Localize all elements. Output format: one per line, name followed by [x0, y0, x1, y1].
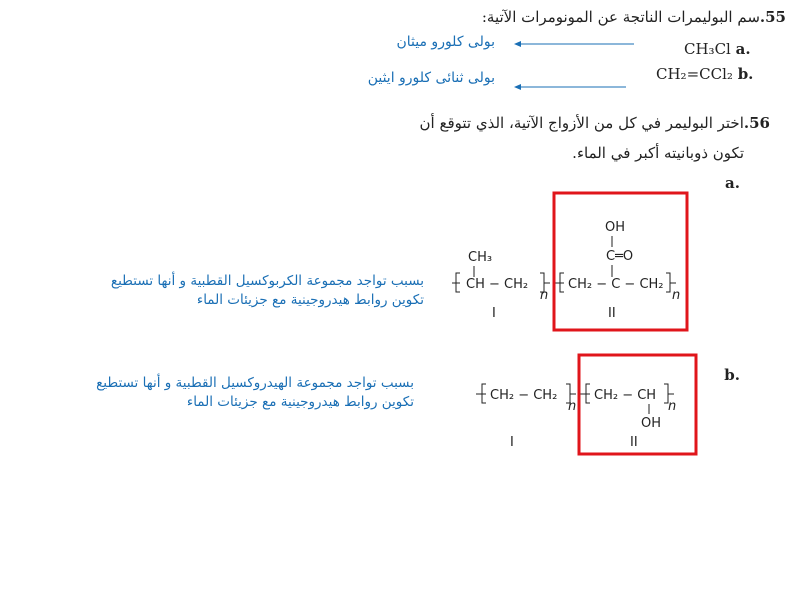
hydroxyl: OH — [605, 220, 626, 235]
arrow-icon — [514, 84, 626, 90]
part-a-answer-line1: بسبب تواجد مجموعة الكربوكسيل القطبية و أنها تستطيع — [110, 273, 424, 289]
part-b-answer-line2: تكوين روابط هيدروجينية مع جزيئات الماء — [186, 394, 414, 410]
part-b-answer-line1: بسبب تواجد مجموعة الهيدروكسيل القطبية و أنها تستطيع — [96, 375, 414, 391]
label-II: II — [630, 435, 638, 450]
polymer-a-2 — [554, 220, 680, 321]
arrow-icon — [514, 41, 634, 47]
part-a-letter: .a — [725, 174, 740, 192]
answer-arrows — [510, 36, 640, 96]
chain: CH₂ − C − CH₂ — [568, 277, 664, 292]
polymer-b-2 — [580, 384, 676, 450]
question-number: 55. — [759, 8, 786, 26]
question-text-line2: تكون ذوبانيته أكبر في الماء. — [572, 144, 744, 162]
answer-a: بولى كلورو ميثان — [396, 34, 495, 50]
subscript-n: n — [540, 288, 549, 303]
hydroxyl: OH — [641, 416, 662, 431]
part-b-structures — [470, 350, 710, 460]
carbonyl: C═O — [606, 249, 634, 264]
part-b-explanation — [44, 374, 414, 412]
part-a-structures — [440, 185, 700, 335]
formula-b: CH₂=CCl₂ — [656, 65, 733, 83]
part-a-explanation — [54, 272, 424, 310]
answer-b: بولى ثنائى كلورو ايثين — [367, 70, 495, 86]
chain: CH₂ − CH — [594, 388, 657, 403]
polymer-b-1 — [476, 384, 576, 450]
question-text: سم البوليمرات الناتجة عن المونومرات الآتية: — [481, 8, 760, 26]
chain: CH − CH₂ — [466, 277, 529, 292]
question-number: 56. — [743, 114, 770, 132]
subscript-n: n — [568, 399, 577, 414]
question-55 — [386, 8, 786, 26]
item-b-formula-row — [656, 65, 753, 83]
label-I: I — [492, 306, 496, 321]
subscript-n: n — [672, 288, 681, 303]
part-a-answer-line2: تكوين روابط هيدروجينية مع جزيئات الماء — [196, 292, 424, 308]
chain: CH₂ − CH₂ — [490, 388, 558, 403]
question-text-line1: اختر البوليمر في كل من الأزواج الآتية، الذي تتوقع أن — [419, 114, 744, 132]
item-a-formula-row — [684, 40, 751, 58]
label-I: I — [510, 435, 514, 450]
question-56 — [370, 114, 770, 132]
part-b-letter: .b — [724, 366, 740, 384]
subscript-n: n — [668, 399, 677, 414]
polymer-a-1 — [452, 250, 550, 321]
substituent: CH₃ — [468, 250, 493, 265]
formula-a: CH₃Cl — [684, 40, 731, 58]
label-II: II — [608, 306, 616, 321]
item-letter-b: b. — [737, 65, 754, 83]
item-letter-a: a. — [735, 40, 751, 58]
